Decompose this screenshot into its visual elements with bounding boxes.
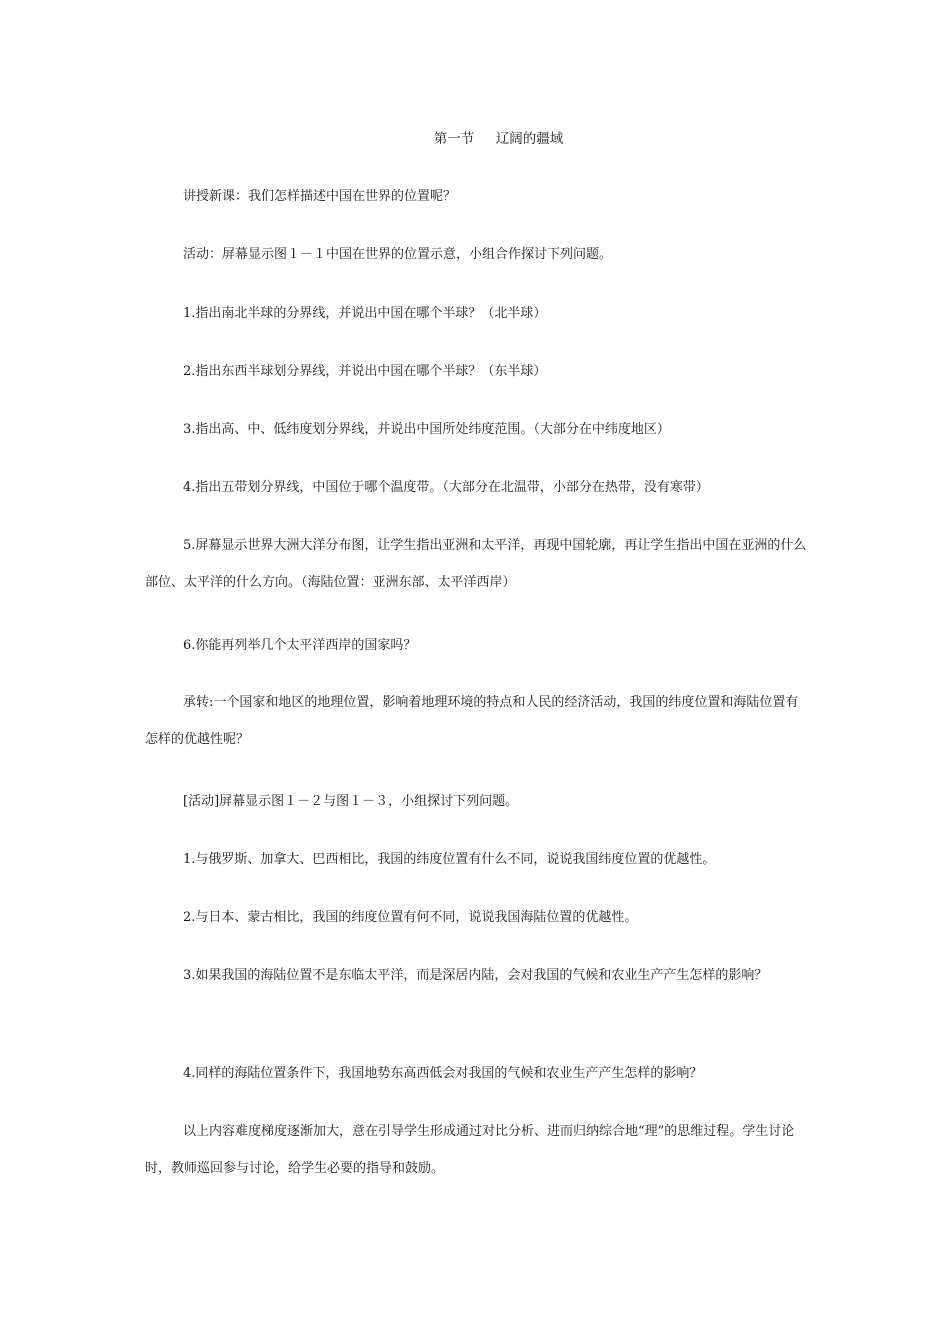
paragraph-summary: 以上内容难度梯度逐渐加大，意在引导学生形成通过对比分析、进而归纳综合地“理”的思维过程。学生讨论时，教师巡回参与讨论，给学生必要的指导和鼓励。 xyxy=(145,1124,795,1176)
paragraph-lecture-intro: 讲授新课：我们怎样描述中国在世界的位置呢？ xyxy=(183,189,457,204)
paragraph-discussion-2: 2.与日本、蒙古相比，我国的纬度位置有何不同，说说我国海陆位置的优越性。 xyxy=(183,910,638,925)
paragraph-question-6: 6.你能再列举几个太平洋西岸的国家吗？ xyxy=(183,638,417,653)
paragraph-transition: 承转:一个国家和地区的地理位置，影响着地理环境的特点和人民的经济活动，我国的纬度位置和海陆位置有怎样的优越性呢？ xyxy=(145,695,799,747)
paragraph-question-1: 1.指出南北半球的分界线，并说出中国在哪个半球？（北半球） xyxy=(183,306,547,321)
section-title: 第一节 辽阔的疆域 xyxy=(433,131,564,147)
paragraph-activity-1: 活动：屏幕显示图１－１中国在世界的位置示意，小组合作探讨下列问题。 xyxy=(183,247,613,262)
paragraph-discussion-4: 4.同样的海陆位置条件下，我国地势东高西低会对我国的气候和农业生产产生怎样的影响？ xyxy=(183,1066,703,1081)
paragraph-question-3: 3.指出高、中、低纬度划分界线，并说出中国所处纬度范围。（大部分在中纬度地区） xyxy=(183,422,670,437)
paragraph-discussion-3: 3.如果我国的海陆位置不是东临太平洋，而是深居内陆，会对我国的气候和农业生产产生怎样的影响？ xyxy=(183,968,768,983)
paragraph-question-4: 4.指出五带划分界线，中国位于哪个温度带。（大部分在北温带，小部分在热带，没有寒带） xyxy=(183,480,709,495)
paragraph-question-2: 2.指出东西半球划分界线，并说出中国在哪个半球？（东半球） xyxy=(183,364,547,379)
paragraph-discussion-1: 1.与俄罗斯、加拿大、巴西相比，我国的纬度位置有什么不同，说说我国纬度位置的优越性。 xyxy=(183,852,716,867)
paragraph-activity-2: [活动]屏幕显示图１－２与图１－３，小组探讨下列问题。 xyxy=(183,794,519,809)
paragraph-question-5: 5.屏幕显示世界大洲大洋分布图，让学生指出亚洲和太平洋，再现中国轮廓，再让学生指出中国在亚洲的什么部位、太平洋的什么方向。（海陆位置：亚洲东部、太平洋西岸） xyxy=(145,538,807,590)
